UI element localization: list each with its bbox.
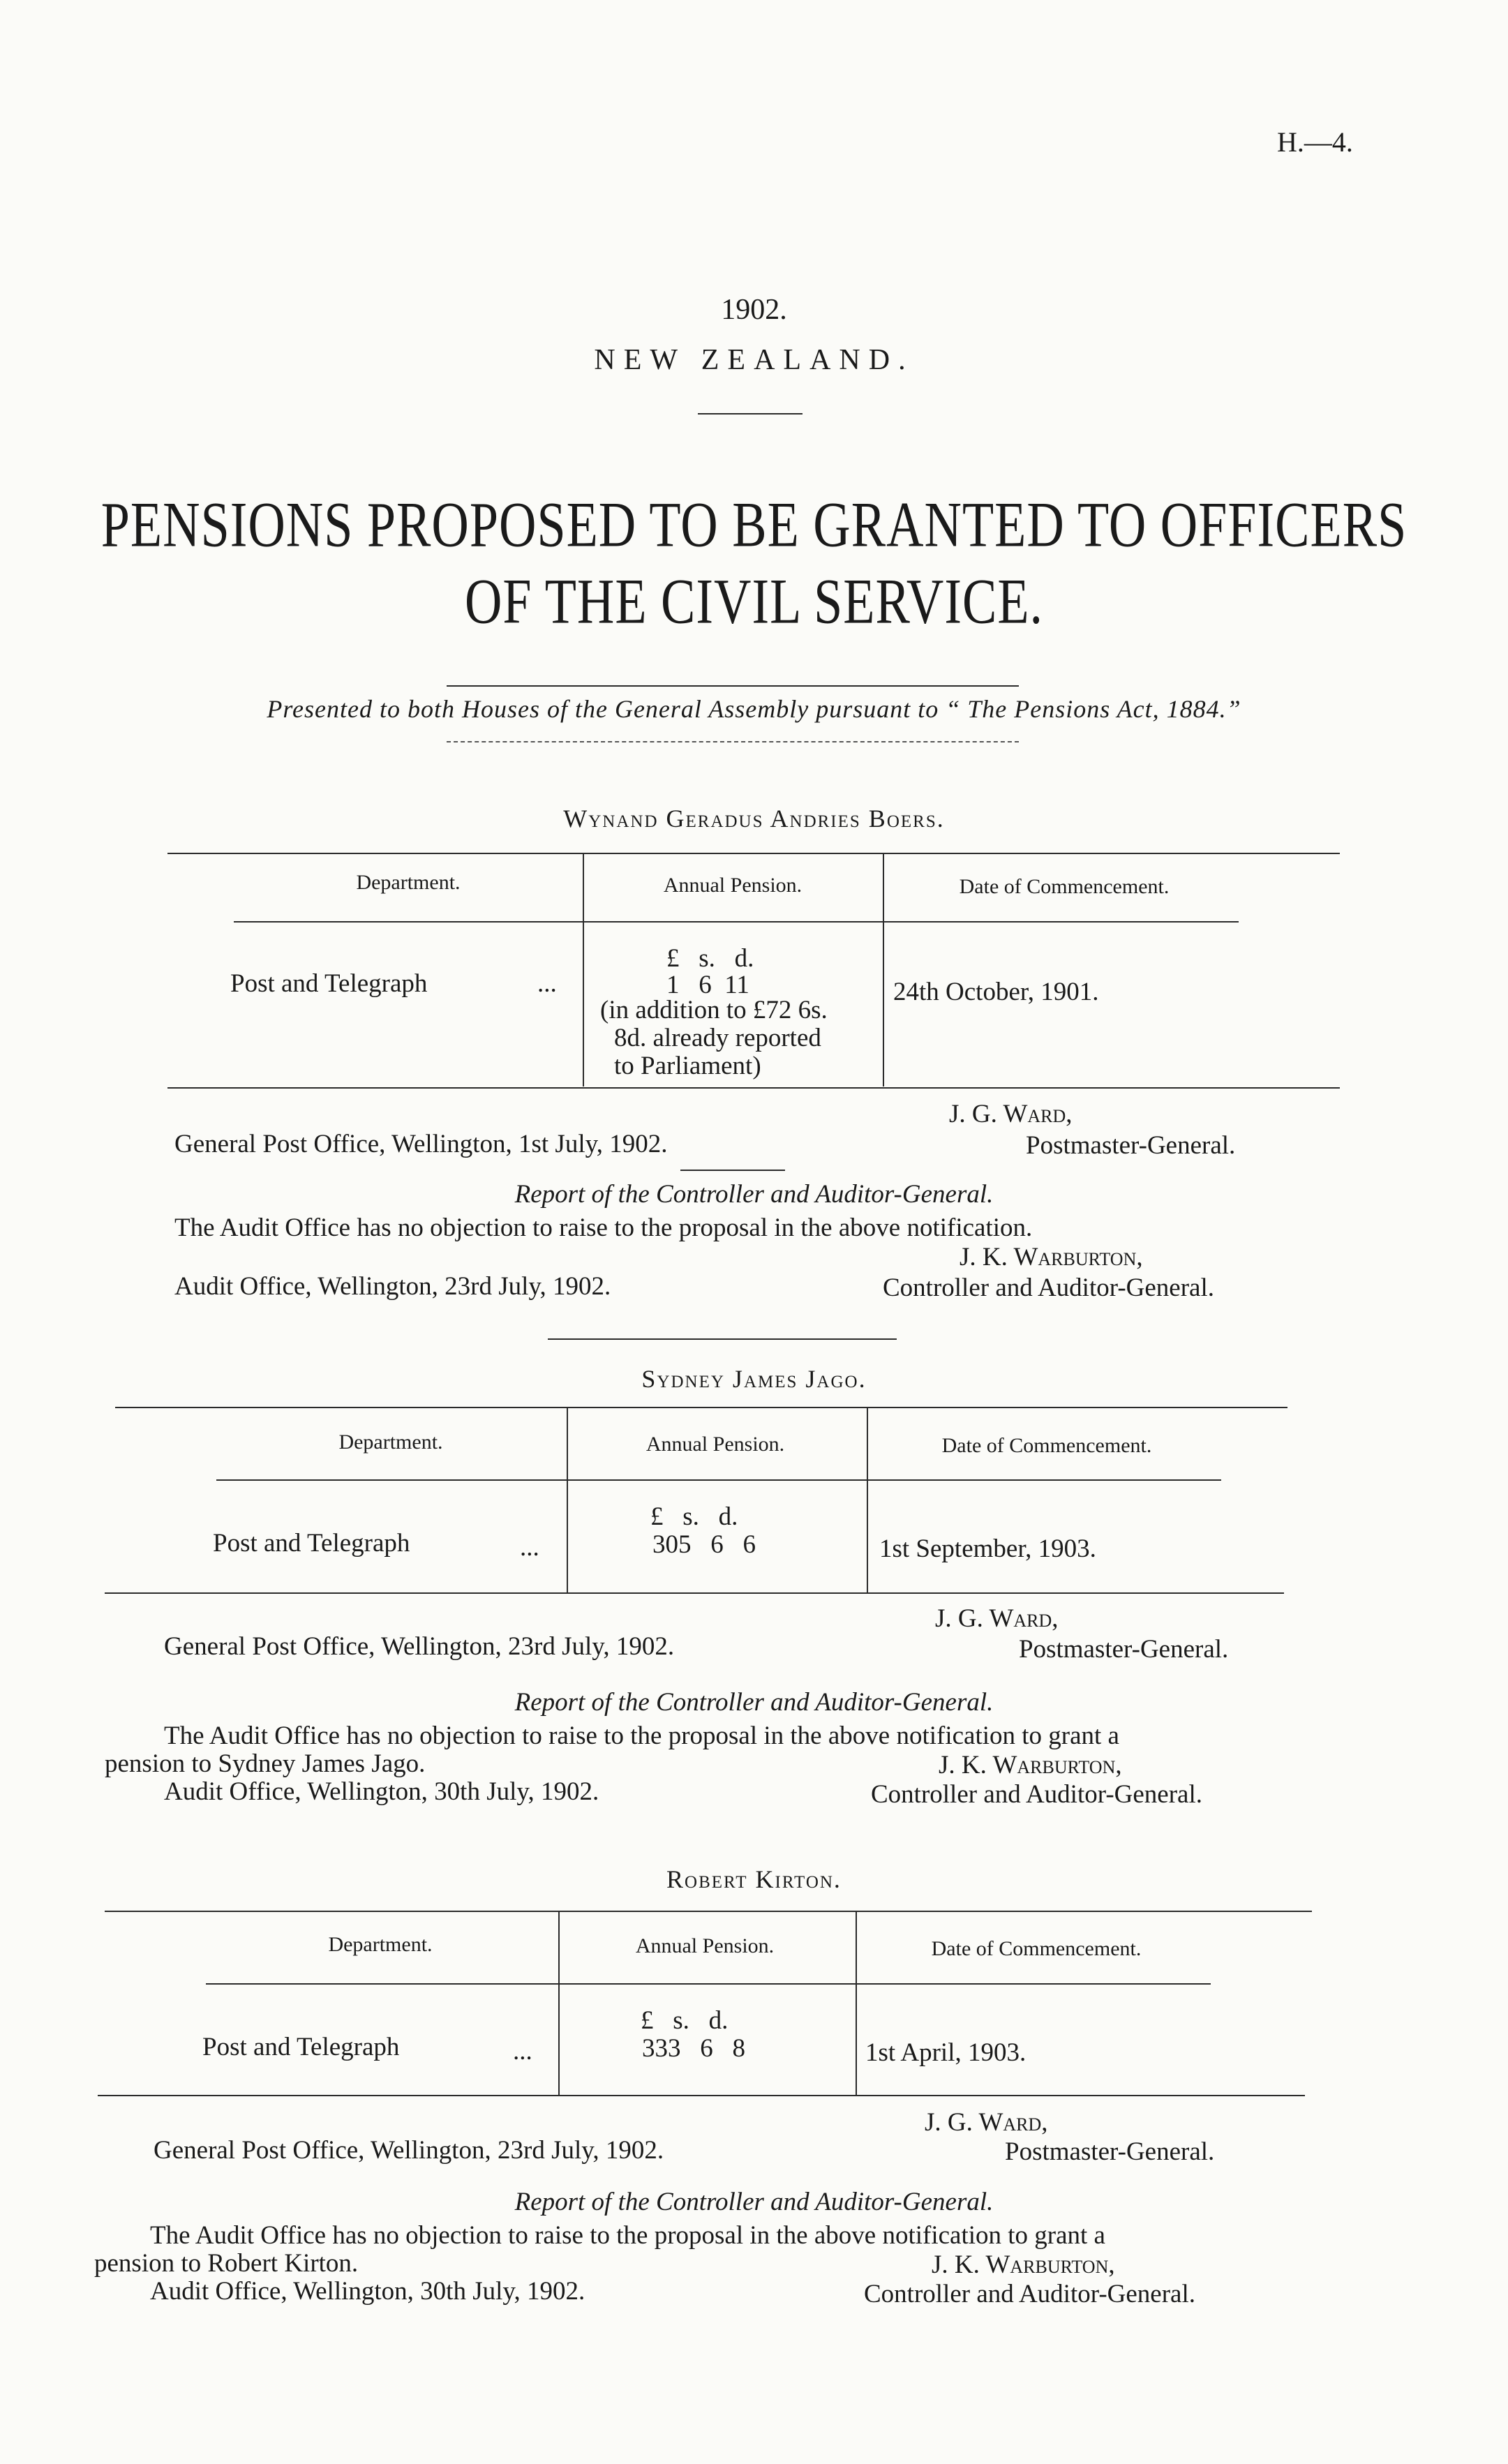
signer-title: Postmaster-General. [1026, 1131, 1236, 1160]
table-top-rule [115, 1407, 1287, 1408]
signer-title: Postmaster-General. [1005, 2137, 1215, 2166]
audit-signer: J. K. Warburton, [960, 1243, 1143, 1271]
leader-dots: ... [513, 2037, 532, 2066]
signoff-place-date: General Post Office, Wellington, 23rd July, 1902. [164, 1632, 675, 1661]
audit-place-date: Audit Office, Wellington, 30th July, 1902. [164, 1777, 599, 1806]
date-cell: 24th October, 1901. [893, 978, 1099, 1006]
document-title-line-2: OF THE CIVIL SERVICE. [464, 566, 1044, 638]
pensioner-name: Wynand Geradus Andries Boers. [563, 805, 945, 832]
date-cell: 1st April, 1903. [865, 2038, 1027, 2067]
department-cell: Post and Telegraph [230, 969, 428, 998]
column-header-date: Date of Commencement. [959, 875, 1170, 898]
column-header-department: Department. [338, 1431, 443, 1454]
table-header-rule [234, 921, 1239, 923]
table-bottom-rule [105, 1592, 1284, 1594]
year: 1902. [721, 294, 787, 326]
pensioner-name: Sydney James Jago. [641, 1365, 867, 1393]
audit-title: Controller and Auditor-General. [883, 1274, 1214, 1302]
audit-signer: J. K. Warburton, [939, 1751, 1122, 1779]
department-cell: Post and Telegraph [213, 1529, 410, 1558]
report-heading: Report of the Controller and Auditor-General. [514, 1688, 994, 1717]
column-divider [867, 1407, 868, 1592]
table-bottom-rule [98, 2095, 1305, 2096]
column-divider [856, 1911, 857, 2095]
signer-name: J. G. Ward, [925, 2108, 1048, 2137]
country: NEW ZEALAND. [594, 344, 914, 376]
signer-name: J. G. Ward, [935, 1604, 1059, 1633]
pension-note-line: (in addition to £72 6s. [600, 996, 828, 1024]
signoff-place-date: General Post Office, Wellington, 23rd July, 1902. [154, 2136, 664, 2165]
audit-title: Controller and Auditor-General. [864, 2280, 1195, 2308]
column-divider [558, 1911, 560, 2095]
report-heading: Report of the Controller and Auditor-General. [514, 2188, 994, 2216]
column-divider [583, 853, 584, 1087]
pension-note [600, 996, 828, 1080]
column-header-department: Department. [328, 1933, 433, 1956]
report-text: pension to Robert Kirton. [94, 2249, 359, 2278]
leader-dots: ... [520, 1533, 539, 1562]
leader-dots: ... [537, 969, 557, 998]
pension-amount: 305 6 6 [652, 1530, 756, 1559]
table-top-rule [167, 853, 1340, 854]
audit-signer: J. K. Warburton, [932, 2250, 1115, 2279]
report-text: The Audit Office has no objection to raise to the proposal in the above notification to grant a [164, 1722, 1119, 1750]
table-bottom-rule [167, 1087, 1340, 1089]
pension-amount: 1 6 11 [666, 971, 749, 999]
pensioner-name: Robert Kirton. [666, 1865, 842, 1893]
title-divider [698, 413, 802, 415]
table-header-rule [206, 1983, 1211, 1985]
table-top-rule [105, 1911, 1312, 1912]
audit-place-date: Audit Office, Wellington, 23rd July, 1902. [174, 1272, 611, 1301]
report-heading: Report of the Controller and Auditor-General. [514, 1180, 994, 1209]
signer-name: J. G. Ward, [949, 1100, 1073, 1128]
section-divider [548, 1338, 897, 1340]
signoff-place-date: General Post Office, Wellington, 1st July, 1902. [174, 1130, 668, 1158]
column-divider [567, 1407, 568, 1592]
report-text: The Audit Office has no objection to raise to the proposal in the above notification. [174, 1214, 1033, 1242]
pension-amount: 333 6 8 [642, 2034, 745, 2063]
currency-header: £ s. d. [666, 944, 754, 973]
column-header-date: Date of Commencement. [931, 1937, 1142, 1960]
column-header-annual-pension: Annual Pension. [635, 1934, 775, 1957]
pension-note-line: 8d. already reported [614, 1024, 821, 1052]
column-header-annual-pension: Annual Pension. [645, 1433, 785, 1456]
document-title-line-1: PENSIONS PROPOSED TO BE GRANTED TO OFFICERS [100, 489, 1408, 561]
currency-header: £ s. d. [641, 2006, 729, 2035]
presented-rule-top [447, 685, 1019, 687]
column-header-annual-pension: Annual Pension. [663, 874, 802, 897]
audit-title: Controller and Auditor-General. [871, 1780, 1202, 1809]
pension-note-line: to Parliament) [614, 1052, 761, 1080]
report-divider [680, 1170, 785, 1171]
column-divider [883, 853, 884, 1087]
page-reference: H.—4. [1277, 126, 1353, 158]
date-cell: 1st September, 1903. [879, 1535, 1096, 1563]
department-cell: Post and Telegraph [202, 2033, 400, 2061]
presented-rule-bottom [447, 741, 1019, 742]
column-header-date: Date of Commencement. [941, 1434, 1152, 1457]
column-header-department: Department. [356, 871, 461, 894]
report-text: pension to Sydney James Jago. [105, 1749, 426, 1778]
audit-place-date: Audit Office, Wellington, 30th July, 1902. [150, 2277, 585, 2306]
report-text: The Audit Office has no objection to raise to the proposal in the above notification to grant a [150, 2221, 1105, 2250]
presented-line: Presented to both Houses of the General Assembly pursuant to “ The Pensions Act, 1884.” [267, 695, 1241, 723]
currency-header: £ s. d. [650, 1502, 738, 1531]
table-header-rule [216, 1479, 1221, 1481]
signer-title: Postmaster-General. [1019, 1635, 1229, 1664]
